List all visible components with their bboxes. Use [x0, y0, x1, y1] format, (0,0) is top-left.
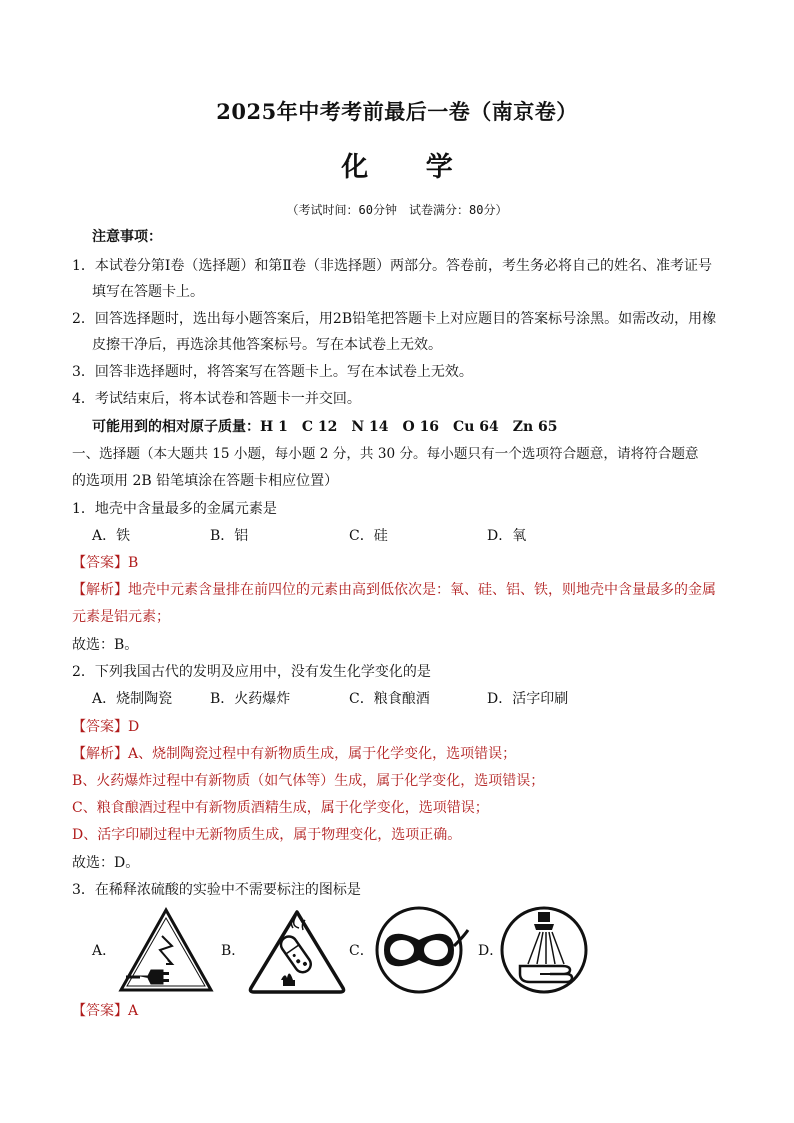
q1-analysis-line-2: 元素是铝元素；	[72, 609, 170, 625]
q1-stem: 1．地壳中含量最多的金属元素是	[72, 501, 277, 517]
q2-answer-tag: 【答案】	[72, 719, 128, 735]
goggles-icon	[372, 906, 470, 994]
q3-option-d-label: D．	[478, 943, 504, 959]
q2-answer	[72, 717, 139, 737]
note-2-line-1: 2．回答选择题时，选出每小题答案后，用2B铅笔把答题卡上对应题目的答案标号涂黑。如需改动，用橡	[72, 311, 717, 327]
section-line-1: 一、选择题（本大题共 15 小题，每小题 2 分，共 30 分。每小题只有一个选项符合题意，请将符合题意	[72, 446, 699, 462]
q1-option-a: A．铁	[92, 528, 131, 544]
q2-stem: 2．下列我国古代的发明及应用中，没有发生化学变化的是	[72, 664, 431, 680]
q1-option-b: B．铝	[210, 528, 249, 544]
q2-analysis-line-4: D、活字印刷过程中无新物质生成，属于物理变化，选项正确。	[72, 827, 462, 843]
subject-title: 化 学	[341, 152, 477, 183]
q2-option-b: B．火药爆炸	[210, 691, 291, 707]
q3-answer-value: A	[128, 1003, 139, 1019]
q2-option-d: D．活字印刷	[487, 691, 569, 707]
q2-option-c: C．粮食酿酒	[349, 691, 430, 707]
q1-answer-value: B	[128, 555, 139, 571]
q3-option-a-label: A．	[92, 943, 117, 959]
q1-answer	[72, 553, 138, 573]
notes-heading: 注意事项：	[92, 229, 162, 245]
q2-analysis-text-1: A、烧制陶瓷过程中有新物质生成，属于化学变化，选项错误；	[128, 746, 517, 762]
q3-option-c-label: C．	[349, 943, 374, 959]
section-line-2: 的选项用 2B 铅笔填涂在答题卡相应位置）	[72, 473, 339, 489]
note-1-line-1: 1．本试卷分第Ⅰ卷（选择题）和第Ⅱ卷（非选择题）两部分。答卷前，考生务必将自己的姓名、准考证号	[72, 258, 712, 274]
exam-title: 2025年中考考前最后一卷（南京卷）	[216, 99, 578, 124]
q2-conclusion: 故选：D。	[72, 855, 140, 871]
q1-analysis-tag: 【解析】	[72, 582, 128, 598]
q3-answer	[72, 1001, 138, 1021]
note-3: 3．回答非选择题时，将答案写在答题卡上。写在本试卷上无效。	[72, 364, 473, 380]
q2-option-a: A．烧制陶瓷	[92, 691, 173, 707]
q1-analysis-text-1: 地壳中元素含量排在前四位的元素由高到低依次是：氧、硅、铝、铁，则地壳中含量最多的金属	[128, 582, 716, 598]
atomic-masses: 可能用到的相对原子质量：H 1 C 12 N 14 O 16 Cu 64 Zn 65	[92, 419, 558, 435]
q1-option-d: D．氧	[487, 528, 527, 544]
electricity-icon	[118, 906, 214, 994]
q3-option-b-label: B．	[221, 943, 246, 959]
note-1-line-2: 填写在答题卡上。	[92, 284, 204, 300]
q2-answer-value: D	[128, 719, 140, 735]
q2-analysis-line-1	[72, 744, 516, 764]
hand-washing-icon	[500, 906, 592, 994]
q3-stem: 3．在稀释浓硫酸的实验中不需要标注的图标是	[72, 882, 361, 898]
q3-answer-tag: 【答案】	[72, 1003, 128, 1019]
q2-analysis-line-2: B、火药爆炸过程中有新物质（如气体等）生成，属于化学变化，选项错误；	[72, 773, 545, 789]
exam-info: （考试时间：60分钟 试卷满分：80分）	[286, 203, 508, 217]
note-4: 4．考试结束后，将本试卷和答题卡一并交回。	[72, 391, 361, 407]
q2-analysis-tag: 【解析】	[72, 746, 128, 762]
q1-option-c: C．硅	[349, 528, 388, 544]
q2-analysis-line-3: C、粮食酿酒过程中有新物质酒精生成，属于化学变化，选项错误；	[72, 800, 489, 816]
note-2-line-2: 皮擦干净后，再选涂其他答案标号。写在本试卷上无效。	[92, 337, 442, 353]
heating-icon	[245, 906, 349, 994]
q1-analysis-line-1	[72, 580, 716, 600]
q1-answer-tag: 【答案】	[72, 555, 128, 571]
q1-conclusion: 故选：B。	[72, 637, 139, 653]
